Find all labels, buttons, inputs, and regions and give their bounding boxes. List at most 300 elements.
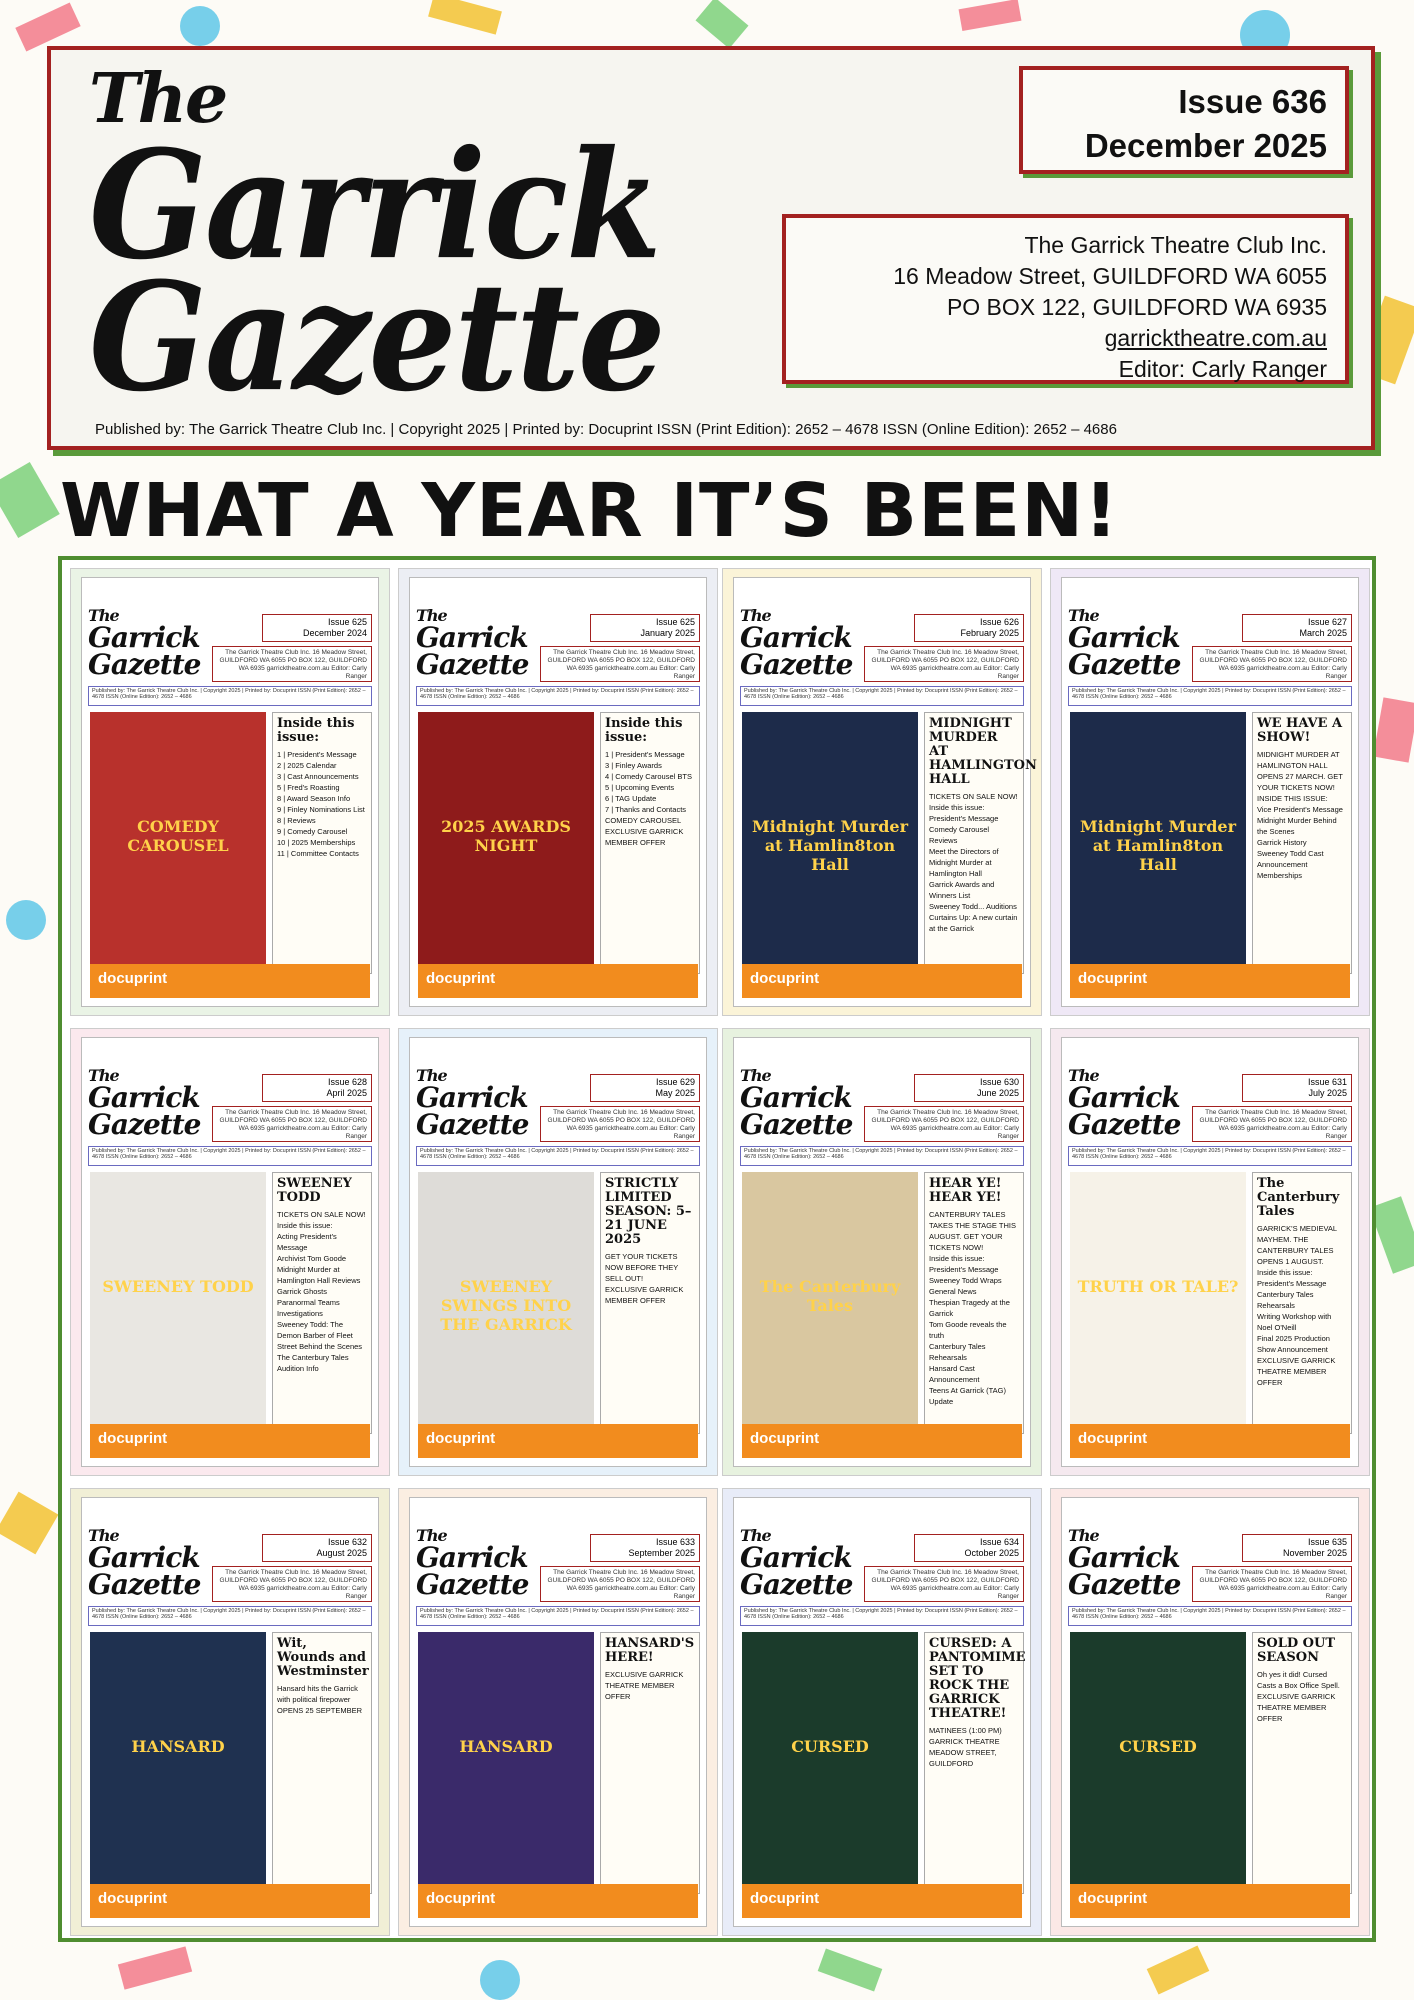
cover-contents-item: 5 | Fred's Roasting: [277, 783, 340, 792]
cover-contents-item: 10 | 2025 Memberships: [277, 838, 356, 847]
docuprint-footer: [1070, 1424, 1350, 1458]
cover-publication-line: Published by: The Garrick Theatre Club Inc. | Copyright 2025 | Printed by: Docuprint ISSN (Print Edition): 2652 – 4678 ISSN (Online Edition): 2652 – 4686: [88, 686, 372, 706]
cover-sidebar: [1252, 712, 1352, 974]
docuprint-footer: [742, 964, 1022, 998]
cover-date: August 2025: [316, 1548, 367, 1558]
cover-tile[interactable]: [1050, 568, 1370, 1016]
cover-contents-item: TICKETS ON SALE NOW!: [277, 1210, 366, 1219]
cover-garrick: Garrick: [740, 621, 852, 654]
cover-issue-box: [1242, 1534, 1352, 1562]
cover-feature: HANSARD: [131, 1736, 225, 1756]
cover-contents-item: The Canterbury Tales Audition Info: [277, 1353, 349, 1373]
cover-contents-item: EXCLUSIVE GARRICK THEATRE MEMBER OFFER: [1257, 1356, 1336, 1387]
cover-publication-line: Published by: The Garrick Theatre Club Inc. | Copyright 2025 | Printed by: Docuprint ISSN (Print Edition): 2652 – 4678 ISSN (Online Edition): 2652 – 4686: [740, 686, 1024, 706]
cover-date: December 2024: [302, 628, 367, 638]
cover-issue-box: [590, 1074, 700, 1102]
cover-poster: [742, 1632, 918, 1894]
cover-masthead: [416, 606, 529, 681]
cover-contents-item: EXCLUSIVE GARRICK THEATRE MEMBER OFFER: [1257, 1692, 1336, 1723]
issue-date: December 2025: [1084, 127, 1327, 164]
cover-grid: [58, 556, 1376, 1942]
cover-contents-item: Hansard Cast Announcement: [929, 1364, 980, 1384]
cover-contents: [277, 749, 367, 859]
cover-contents-item: Tom Goode reveals the truth: [929, 1320, 1007, 1340]
cover-date: February 2025: [960, 628, 1019, 638]
cover-poster: [90, 712, 266, 974]
cover-tile[interactable]: [722, 1028, 1042, 1476]
cover-issue: Issue 627: [1307, 617, 1347, 627]
cover-page: [733, 1497, 1031, 1927]
docuprint-footer: [418, 964, 698, 998]
cover-gazette: Gazette: [740, 1108, 853, 1141]
cover-tile[interactable]: [398, 568, 718, 1016]
page-headline: WHAT A YEAR IT’S BEEN!: [60, 468, 1119, 554]
cover-gazette: Gazette: [416, 1108, 529, 1141]
cover-the: The: [416, 1526, 447, 1545]
cover-tile[interactable]: [398, 1488, 718, 1936]
cover-the: The: [1068, 1526, 1099, 1545]
address-box: [782, 214, 1349, 384]
cover-contents-item: Acting President's Message: [277, 1232, 337, 1252]
cover-contents-item: Oh yes it did! Cursed Casts a Box Office Spell.: [1257, 1670, 1340, 1690]
cover-the: The: [740, 606, 771, 625]
cover-contents-item: Hansard hits the Garrick with political firepower: [277, 1684, 358, 1704]
cover-contents-item: Midnight Murder Behind the Scenes: [1257, 816, 1337, 836]
cover-publication-line: Published by: The Garrick Theatre Club Inc. | Copyright 2025 | Printed by: Docuprint ISSN (Print Edition): 2652 – 4678 ISSN (Online Edition): 2652 – 4686: [416, 1146, 700, 1166]
cover-address: The Garrick Theatre Club Inc. 16 Meadow Street, GUILDFORD WA 6055 PO BOX 122, GUILDFORD WA 6935 garricktheatre.com.au Editor: Carly Ranger: [864, 646, 1024, 682]
cover-contents-item: MATINEES (1:00 PM): [929, 1726, 1002, 1735]
docuprint-footer: [90, 1884, 370, 1918]
cover-page: [409, 1037, 707, 1467]
cover-sidebar: [924, 1632, 1024, 1894]
cover-masthead: [1068, 1526, 1181, 1601]
masthead-the: The: [89, 59, 227, 139]
cover-masthead: [416, 1526, 529, 1601]
cover-contents-item: Inside this issue:: [929, 1254, 985, 1263]
cover-poster: [1070, 1632, 1246, 1894]
cover-contents-item: Writing Workshop with Noel O'Neill: [1257, 1312, 1332, 1332]
cover-contents-item: MIDNIGHT MURDER AT HAMLINGTON HALL OPENS 27 MARCH. GET YOUR TICKETS NOW!: [1257, 750, 1343, 792]
cover-issue: Issue 632: [327, 1537, 367, 1547]
masthead-title: [89, 59, 709, 425]
cover-date: May 2025: [655, 1088, 695, 1098]
cover-gazette: Gazette: [740, 1568, 853, 1601]
cover-gazette: Gazette: [88, 1568, 201, 1601]
cover-tile[interactable]: [1050, 1488, 1370, 1936]
cover-side-title: CURSED: A PANTOMIME SET TO ROCK THE GARRICK THEATRE!: [929, 1636, 1026, 1721]
cover-tile[interactable]: [1050, 1028, 1370, 1476]
cover-contents: [1257, 1223, 1347, 1388]
cover-gazette: Gazette: [88, 648, 201, 681]
cover-gazette: Gazette: [416, 1568, 529, 1601]
cover-contents-item: 8 | Award Season Info: [277, 794, 351, 803]
cover-contents-item: 1 | President's Message: [277, 750, 357, 759]
cover-side-title: The Canterbury Tales: [1257, 1176, 1340, 1219]
cover-contents-item: Inside this issue:: [929, 803, 985, 812]
cover-contents-item: Thespian Tragedy at the Garrick: [929, 1298, 1010, 1318]
cover-feature: CURSED: [1119, 1736, 1197, 1756]
cover-contents-item: Final 2025 Production Show Announcement: [1257, 1334, 1330, 1354]
cover-issue-box: [262, 614, 372, 642]
cover-publication-line: Published by: The Garrick Theatre Club Inc. | Copyright 2025 | Printed by: Docuprint ISSN (Print Edition): 2652 – 4678 ISSN (Online Edition): 2652 – 4686: [1068, 1146, 1352, 1166]
docuprint-logo: docuprint: [1078, 1430, 1148, 1447]
cover-address: The Garrick Theatre Club Inc. 16 Meadow Street, GUILDFORD WA 6055 PO BOX 122, GUILDFORD WA 6935 garricktheatre.com.au Editor: Carly Ranger: [540, 646, 700, 682]
cover-masthead: [740, 606, 853, 681]
cover-sidebar: [924, 1172, 1024, 1434]
issue-box: [1019, 66, 1349, 174]
cover-contents-item: 2 | 2025 Calendar: [277, 761, 337, 770]
cover-sidebar: [600, 712, 700, 974]
cover-page: [81, 1497, 379, 1927]
cover-masthead: [88, 606, 201, 681]
cover-contents-item: INSIDE THIS ISSUE:: [1257, 794, 1328, 803]
docuprint-logo: docuprint: [98, 970, 168, 987]
cover-contents-item: CANTERBURY TALES TAKES THE STAGE THIS AUGUST. GET YOUR TICKETS NOW!: [929, 1210, 1016, 1252]
cover-side-title: HANSARD'S HERE!: [605, 1636, 695, 1665]
cover-contents-item: Sweeney Todd... Auditions: [929, 902, 1017, 911]
cover-garrick: Garrick: [740, 1081, 852, 1114]
cover-contents-item: GARRICK'S MEDIEVAL MAYHEM. THE CANTERBURY TALES OPENS 1 AUGUST.: [1257, 1224, 1337, 1266]
docuprint-logo: docuprint: [1078, 970, 1148, 987]
cover-contents-item: Garrick Awards and Winners List: [929, 880, 995, 900]
docuprint-footer: [742, 1884, 1022, 1918]
cover-side-title: SOLD OUT SEASON: [1257, 1636, 1335, 1665]
cover-contents: [1257, 1669, 1347, 1724]
cover-the: The: [740, 1066, 771, 1085]
cover-the: The: [88, 606, 119, 625]
cover-contents-item: GARRICK THEATRE MEADOW STREET, GUILDFORD: [929, 1737, 1000, 1768]
cover-contents: [929, 791, 1019, 934]
cover-contents-item: OPENS 25 SEPTEMBER: [277, 1706, 363, 1715]
cover-address: The Garrick Theatre Club Inc. 16 Meadow Street, GUILDFORD WA 6055 PO BOX 122, GUILDFORD WA 6935 garricktheatre.com.au Editor: Carly Ranger: [864, 1106, 1024, 1142]
cover-date: March 2025: [1299, 628, 1347, 638]
cover-issue: Issue 628: [327, 1077, 367, 1087]
cover-poster: [418, 712, 594, 974]
cover-garrick: Garrick: [1068, 1081, 1180, 1114]
cover-gazette: Gazette: [416, 648, 529, 681]
cover-feature: Midnight Murder at Hamlin8ton Hall: [1079, 816, 1237, 874]
cover-issue: Issue 629: [655, 1077, 695, 1087]
cover-feature: COMEDY CAROUSEL: [127, 816, 229, 855]
cover-address: The Garrick Theatre Club Inc. 16 Meadow Street, GUILDFORD WA 6055 PO BOX 122, GUILDFORD WA 6935 garricktheatre.com.au Editor: Carly Ranger: [864, 1566, 1024, 1602]
masthead-gazette: Gazette: [89, 248, 664, 425]
cover-contents-item: GET YOUR TICKETS NOW BEFORE THEY SELL OUT!: [605, 1252, 679, 1283]
cover-contents-item: 7 | Thanks and Contacts: [605, 805, 687, 814]
cover-contents-item: 6 | TAG Update: [605, 794, 657, 803]
cover-feature: SWEENEY TODD: [102, 1276, 254, 1296]
docuprint-logo: docuprint: [98, 1430, 168, 1447]
docuprint-footer: [1070, 964, 1350, 998]
cover-page: [1061, 577, 1359, 1007]
cover-masthead: [740, 1066, 853, 1141]
cover-contents-item: Sweeney Todd: The Demon Barber of Fleet Street Behind the Scenes: [277, 1320, 363, 1351]
cover-publication-line: Published by: The Garrick Theatre Club Inc. | Copyright 2025 | Printed by: Docuprint ISSN (Print Edition): 2652 – 4678 ISSN (Online Edition): 2652 – 4686: [740, 1146, 1024, 1166]
cover-issue: Issue 626: [979, 617, 1019, 627]
cover-issue-box: [262, 1074, 372, 1102]
cover-contents: [605, 749, 695, 848]
cover-contents-item: 9 | Comedy Carousel: [277, 827, 348, 836]
cover-page: [733, 577, 1037, 1007]
cover-contents-item: Curtains Up: A new curtain at the Garrick: [929, 913, 1018, 933]
cover-contents-item: EXCLUSIVE GARRICK MEMBER OFFER: [605, 827, 684, 847]
cover-feature: 2025 AWARDS NIGHT: [441, 816, 571, 855]
cover-address: The Garrick Theatre Club Inc. 16 Meadow Street, GUILDFORD WA 6055 PO BOX 122, GUILDFORD WA 6935 garricktheatre.com.au Editor: Carly Ranger: [212, 1106, 372, 1142]
cover-publication-line: Published by: The Garrick Theatre Club Inc. | Copyright 2025 | Printed by: Docuprint ISSN (Print Edition): 2652 – 4678 ISSN (Online Edition): 2652 – 4686: [740, 1606, 1024, 1626]
cover-garrick: Garrick: [1068, 621, 1180, 654]
cover-issue-box: [914, 614, 1024, 642]
cover-contents-item: Paranormal Teams Investigations: [277, 1298, 340, 1318]
cover-garrick: Garrick: [88, 1541, 200, 1574]
cover-publication-line: Published by: The Garrick Theatre Club Inc. | Copyright 2025 | Printed by: Docuprint ISSN (Print Edition): 2652 – 4678 ISSN (Online Edition): 2652 – 4686: [1068, 1606, 1352, 1626]
cover-masthead: [88, 1066, 201, 1141]
cover-contents: [929, 1209, 1019, 1407]
cover-poster: [90, 1632, 266, 1894]
masthead-garrick: Garrick: [89, 116, 660, 293]
cover-masthead: [740, 1526, 853, 1601]
cover-sidebar: [600, 1632, 700, 1894]
cover-contents-item: Sweeney Todd Wraps: [929, 1276, 1002, 1285]
cover-contents-item: 1 | President's Message: [605, 750, 685, 759]
cover-the: The: [88, 1526, 119, 1545]
cover-address: The Garrick Theatre Club Inc. 16 Meadow Street, GUILDFORD WA 6055 PO BOX 122, GUILDFORD WA 6935 garricktheatre.com.au Editor: Carly Ranger: [1192, 1566, 1352, 1602]
cover-contents-item: 3 | Finley Awards: [605, 761, 662, 770]
cover-poster: [742, 1172, 918, 1434]
docuprint-logo: docuprint: [426, 970, 496, 987]
cover-issue: Issue 633: [655, 1537, 695, 1547]
cover-sidebar: [1252, 1632, 1352, 1894]
docuprint-logo: docuprint: [98, 1890, 168, 1907]
cover-feature: The Canterbury Tales: [759, 1276, 901, 1315]
cover-date: November 2025: [1282, 1548, 1347, 1558]
cover-side-title: STRICTLY LIMITED SEASON: 5–21 JUNE 2025: [605, 1176, 692, 1247]
cover-address: The Garrick Theatre Club Inc. 16 Meadow Street, GUILDFORD WA 6055 PO BOX 122, GUILDFORD WA 6935 garricktheatre.com.au Editor: Carly Ranger: [540, 1566, 700, 1602]
masthead-panel: [47, 46, 1375, 450]
cover-poster: [418, 1172, 594, 1434]
cover-poster: [742, 712, 918, 974]
cover-contents-item: 5 | Upcoming Events: [605, 783, 675, 792]
cover-garrick: Garrick: [1068, 1541, 1180, 1574]
cover-side-title: MIDNIGHT MURDER AT HAMLINGTON HALL: [929, 716, 1037, 787]
cover-contents-item: TICKETS ON SALE NOW!: [929, 792, 1018, 801]
cover-the: The: [1068, 1066, 1099, 1085]
cover-the: The: [416, 1066, 447, 1085]
cover-contents-item: EXCLUSIVE GARRICK MEMBER OFFER: [605, 1285, 684, 1305]
cover-contents-item: 11 | Committee Contacts: [277, 849, 359, 858]
docuprint-logo: docuprint: [750, 1890, 820, 1907]
cover-contents-item: President's Message: [1257, 1279, 1327, 1288]
cover-date: July 2025: [1308, 1088, 1347, 1098]
cover-contents-item: Canterbury Tales Rehearsals: [929, 1342, 986, 1362]
docuprint-footer: [90, 1424, 370, 1458]
cover-contents-item: Comedy Carousel Reviews: [929, 825, 990, 845]
docuprint-footer: [742, 1424, 1022, 1458]
cover-contents-item: Teens At Garrick (TAG) Update: [929, 1386, 1006, 1406]
cover-address: The Garrick Theatre Club Inc. 16 Meadow Street, GUILDFORD WA 6055 PO BOX 122, GUILDFORD WA 6935 garricktheatre.com.au Editor: Carly Ranger: [1192, 1106, 1352, 1142]
cover-masthead: [1068, 1066, 1181, 1141]
cover-sidebar: [272, 1632, 372, 1894]
cover-side-title: WE HAVE A SHOW!: [1257, 716, 1343, 745]
publication-line: Published by: The Garrick Theatre Club Inc. | Copyright 2025 | Printed by: Docuprint ISSN (Print Edition): 2652 – 4678 ISSN (Online Edition): 2652 – 4686: [95, 421, 1117, 438]
cover-garrick: Garrick: [88, 621, 200, 654]
cover-sidebar: [924, 712, 1037, 974]
cover-issue: Issue 634: [979, 1537, 1019, 1547]
cover-publication-line: Published by: The Garrick Theatre Club Inc. | Copyright 2025 | Printed by: Docuprint ISSN (Print Edition): 2652 – 4678 ISSN (Online Edition): 2652 – 4686: [416, 686, 700, 706]
cover-side-title: SWEENEY TODD: [277, 1176, 352, 1205]
cover-side-title: Inside this issue:: [277, 716, 355, 745]
cover-sidebar: [1252, 1172, 1352, 1434]
cover-gazette: Gazette: [88, 1108, 201, 1141]
cover-sidebar: [272, 1172, 372, 1434]
cover-contents-item: 4 | Comedy Carousel BTS: [605, 772, 692, 781]
cover-publication-line: Published by: The Garrick Theatre Club Inc. | Copyright 2025 | Printed by: Docuprint ISSN (Print Edition): 2652 – 4678 ISSN (Online Edition): 2652 – 4686: [88, 1606, 372, 1626]
cover-gazette: Gazette: [1068, 1108, 1181, 1141]
cover-contents: [277, 1683, 367, 1716]
cover-sidebar: [272, 712, 372, 974]
street-address: 16 Meadow Street, GUILDFORD WA 6055: [893, 263, 1327, 289]
docuprint-footer: [1070, 1884, 1350, 1918]
cover-garrick: Garrick: [88, 1081, 200, 1114]
cover-contents-item: Garrick Ghosts: [277, 1287, 328, 1296]
cover-issue-box: [1242, 1074, 1352, 1102]
cover-poster: [1070, 1172, 1246, 1434]
cover-issue-box: [914, 1534, 1024, 1562]
cover-side-title: Inside this issue:: [605, 716, 683, 745]
cover-issue: Issue 625: [327, 617, 367, 627]
cover-publication-line: Published by: The Garrick Theatre Club Inc. | Copyright 2025 | Printed by: Docuprint ISSN (Print Edition): 2652 – 4678 ISSN (Online Edition): 2652 – 4686: [88, 1146, 372, 1166]
cover-contents-item: Canterbury Tales Rehearsals: [1257, 1290, 1314, 1310]
docuprint-footer: [90, 964, 370, 998]
cover-contents-item: Inside this issue:: [277, 1221, 333, 1230]
cover-poster: [90, 1172, 266, 1434]
cover-page: [81, 577, 379, 1007]
cover-contents-item: COMEDY CAROUSEL: [605, 816, 682, 825]
cover-gazette: Gazette: [1068, 648, 1181, 681]
issue-number: Issue 636: [1178, 83, 1327, 120]
cover-contents-item: Inside this issue:: [1257, 1268, 1313, 1277]
cover-tile[interactable]: [398, 1028, 718, 1476]
cover-feature: Midnight Murder at Hamlin8ton Hall: [751, 816, 909, 874]
cover-contents-item: Sweeney Todd Cast Announcement: [1257, 849, 1324, 869]
cover-garrick: Garrick: [740, 1541, 852, 1574]
cover-page: [1061, 1037, 1359, 1467]
cover-feature: HANSARD: [459, 1736, 553, 1756]
cover-date: October 2025: [964, 1548, 1019, 1558]
cover-contents: [605, 1669, 695, 1702]
cover-sidebar: [600, 1172, 700, 1434]
cover-the: The: [416, 606, 447, 625]
cover-contents-item: President's Message: [929, 814, 999, 823]
cover-page: [733, 1037, 1031, 1467]
cover-contents-item: President's Message: [929, 1265, 999, 1274]
cover-issue-box: [262, 1534, 372, 1562]
cover-issue-box: [1242, 614, 1352, 642]
cover-date: June 2025: [976, 1088, 1019, 1098]
cover-contents-item: Garrick History: [1257, 838, 1307, 847]
docuprint-logo: docuprint: [750, 1430, 820, 1447]
website-link[interactable]: garricktheatre.com.au: [1104, 325, 1327, 351]
cover-address: The Garrick Theatre Club Inc. 16 Meadow Street, GUILDFORD WA 6055 PO BOX 122, GUILDFORD WA 6935 garricktheatre.com.au Editor: Carly Ranger: [540, 1106, 700, 1142]
po-box: PO BOX 122, GUILDFORD WA 6935: [946, 294, 1327, 320]
cover-publication-line: Published by: The Garrick Theatre Club Inc. | Copyright 2025 | Printed by: Docuprint ISSN (Print Edition): 2652 – 4678 ISSN (Online Edition): 2652 – 4686: [416, 1606, 700, 1626]
cover-contents-item: General News: [929, 1287, 977, 1296]
cover-contents-item: Memberships: [1257, 871, 1303, 880]
cover-tile[interactable]: [722, 568, 1042, 1016]
docuprint-footer: [418, 1424, 698, 1458]
cover-issue: Issue 625: [655, 617, 695, 627]
cover-date: January 2025: [640, 628, 695, 638]
cover-contents: [929, 1725, 1019, 1769]
docuprint-footer: [418, 1884, 698, 1918]
cover-page: [81, 1037, 379, 1467]
docuprint-logo: docuprint: [750, 970, 820, 987]
cover-the: The: [88, 1066, 119, 1085]
cover-feature: SWEENEY SWINGS INTO THE GARRICK: [440, 1276, 572, 1334]
cover-issue-box: [590, 1534, 700, 1562]
cover-contents-item: Meet the Directors of Midnight Murder at Hamlington Hall: [929, 847, 999, 878]
cover-tile[interactable]: [70, 1488, 390, 1936]
cover-issue-box: [590, 614, 700, 642]
cover-page: [409, 1497, 707, 1927]
cover-date: April 2025: [326, 1088, 367, 1098]
cover-contents-item: Midnight Murder at Hamlington Hall Reviews: [277, 1265, 361, 1285]
cover-issue: Issue 631: [1307, 1077, 1347, 1087]
docuprint-logo: docuprint: [1078, 1890, 1148, 1907]
cover-address: The Garrick Theatre Club Inc. 16 Meadow Street, GUILDFORD WA 6055 PO BOX 122, GUILDFORD WA 6935 garricktheatre.com.au Editor: Carly Ranger: [212, 1566, 372, 1602]
cover-tile[interactable]: [70, 568, 390, 1016]
org-name: The Garrick Theatre Club Inc.: [1024, 232, 1327, 258]
editor-name: Editor: Carly Ranger: [1118, 356, 1327, 382]
cover-contents-item: 3 | Cast Announcements: [277, 772, 359, 781]
cover-tile[interactable]: [722, 1488, 1042, 1936]
cover-poster: [418, 1632, 594, 1894]
cover-contents-item: EXCLUSIVE GARRICK THEATRE MEMBER OFFER: [605, 1670, 684, 1701]
cover-date: September 2025: [628, 1548, 695, 1558]
cover-contents-item: 8 | Reviews: [277, 816, 316, 825]
cover-masthead: [88, 1526, 201, 1601]
cover-tile[interactable]: [70, 1028, 390, 1476]
cover-contents-item: 9 | Finley Nominations List: [277, 805, 365, 814]
cover-contents: [1257, 749, 1347, 881]
cover-the: The: [740, 1526, 771, 1545]
cover-garrick: Garrick: [416, 1541, 528, 1574]
cover-page: [1061, 1497, 1359, 1927]
docuprint-logo: docuprint: [426, 1890, 496, 1907]
cover-publication-line: Published by: The Garrick Theatre Club Inc. | Copyright 2025 | Printed by: Docuprint ISSN (Print Edition): 2652 – 4678 ISSN (Online Edition): 2652 – 4686: [1068, 686, 1352, 706]
cover-the: The: [1068, 606, 1099, 625]
cover-contents-item: Vice President's Message: [1257, 805, 1343, 814]
cover-contents: [605, 1251, 695, 1306]
cover-side-title: Wit, Wounds and Westminster: [277, 1636, 369, 1679]
cover-page: [409, 577, 707, 1007]
cover-feature: TRUTH OR TALE?: [1077, 1276, 1239, 1296]
cover-issue: Issue 630: [979, 1077, 1019, 1087]
cover-issue-box: [914, 1074, 1024, 1102]
cover-masthead: [416, 1066, 529, 1141]
cover-contents-item: Archivist Tom Goode: [277, 1254, 347, 1263]
cover-issue: Issue 635: [1307, 1537, 1347, 1547]
cover-address: The Garrick Theatre Club Inc. 16 Meadow Street, GUILDFORD WA 6055 PO BOX 122, GUILDFORD WA 6935 garricktheatre.com.au Editor: Carly Ranger: [212, 646, 372, 682]
cover-address: The Garrick Theatre Club Inc. 16 Meadow Street, GUILDFORD WA 6055 PO BOX 122, GUILDFORD WA 6935 garricktheatre.com.au Editor: Carly Ranger: [1192, 646, 1352, 682]
cover-garrick: Garrick: [416, 621, 528, 654]
cover-masthead: [1068, 606, 1181, 681]
cover-gazette: Gazette: [740, 648, 853, 681]
cover-feature: CURSED: [791, 1736, 869, 1756]
cover-garrick: Garrick: [416, 1081, 528, 1114]
cover-side-title: HEAR YE! HEAR YE!: [929, 1176, 1002, 1205]
cover-gazette: Gazette: [1068, 1568, 1181, 1601]
cover-contents: [277, 1209, 367, 1374]
cover-poster: [1070, 712, 1246, 974]
